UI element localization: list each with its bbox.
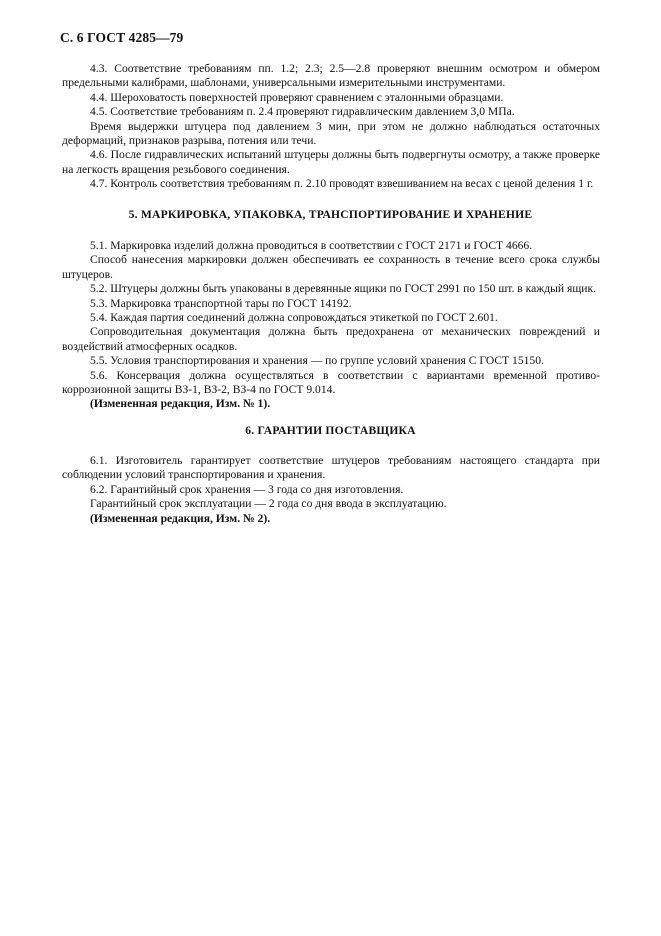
paragraph-6-2: 6.2. Гарантийный срок хранения — 3 года со дня изготовления. [90,482,404,496]
section-6-body [62,454,600,526]
paragraph-4-5-hold-time: Время выдержки штуцера под давлением 3 мин, при этом не должно наблюдаться остаточных деформаций, признаков разрыва, потения или течи. [62,119,600,148]
paragraph-4-7: 4.7. Контроль соответствия требованиям п. 2.10 проводят взвешиванием на весах с ценой деления 1 г. [90,177,594,191]
paragraph-6-1: 6.1. Изготовитель гарантирует соответствие штуцеров требованиям настоящего стандарта при соблюдении условий транспортирования и хранения. [62,454,600,482]
paragraph-5-3: 5.3. Маркировка транспортной тары по ГОСТ 14192. [90,296,352,310]
paragraph-4-5: 4.5. Соответствие требованиям п. 2.4 проверяют гидравлическим давлением 3,0 МПа. [90,105,515,119]
paragraph-5-2: 5.2. Штуцеры должны быть упакованы в деревянные ящики по ГОСТ 2991 по 150 шт. в каждый ящик. [90,282,597,296]
section-6-title: 6. ГАРАНТИИ ПОСТАВЩИКА [245,424,416,437]
paragraph-4-6: 4.6. После гидравлических испытаний штуцеры должны быть подвергнуты осмотру, а также проверке на легкость вращения резьбового соединения. [62,148,600,176]
paragraph-4-4: 4.4. Шероховатость поверхностей проверяют сравнением с эталонными образцами. [90,90,504,104]
paragraph-5-1: 5.1. Маркировка изделий должна проводиться в соответствии с ГОСТ 2171 и ГОСТ 4666. [90,239,533,252]
paragraph-4-3: 4.3. Соответствие требованиям пп. 1.2; 2.3; 2.5—2.8 проверяют внешним осмотром и обмером предельными калибрами, шаблонами, универсальными измерительными инструментами. [62,62,600,90]
paragraph-5-6: 5.6. Консервация должна осуществляться в соответствии с вариантами временной противо-коррозионной защиты ВЗ-1, ВЗ-2, ВЗ-4 по ГОСТ 9.014. [62,368,600,397]
paragraph-5-5: 5.5. Условия транспортирования и хранения — по группе условий хранения С ГОСТ 15150. [90,354,544,368]
paragraph-5-4-documentation: Сопроводительная документация должна быть предохранена от механических повреждений и воздействий атмосферных осадков. [62,325,600,353]
paragraph-5-1-marking-method: Способ нанесения маркировки должен обеспечивать ее сохранность в течение всего срока службы штуцеров. [62,253,600,281]
section-5-body [62,239,600,412]
page-header: С. 6 ГОСТ 4285—79 [60,30,184,45]
amendment-note-1: (Измененная редакция, Изм. № 1). [90,397,271,411]
section-5-title: 5. МАРКИРОВКА, УПАКОВКА, ТРАНСПОРТИРОВАНИЕ И ХРАНЕНИЕ [128,208,533,221]
paragraph-5-4: 5.4. Каждая партия соединений должна сопровождаться этикеткой по ГОСТ 2.601. [90,311,498,325]
paragraph-6-2-operation-warranty: Гарантийный срок эксплуатации — 2 года со дня ввода в эксплуатацию. [90,497,447,511]
section-4-body [62,62,600,192]
amendment-note-2: (Измененная редакция, Изм. № 2). [90,511,271,525]
